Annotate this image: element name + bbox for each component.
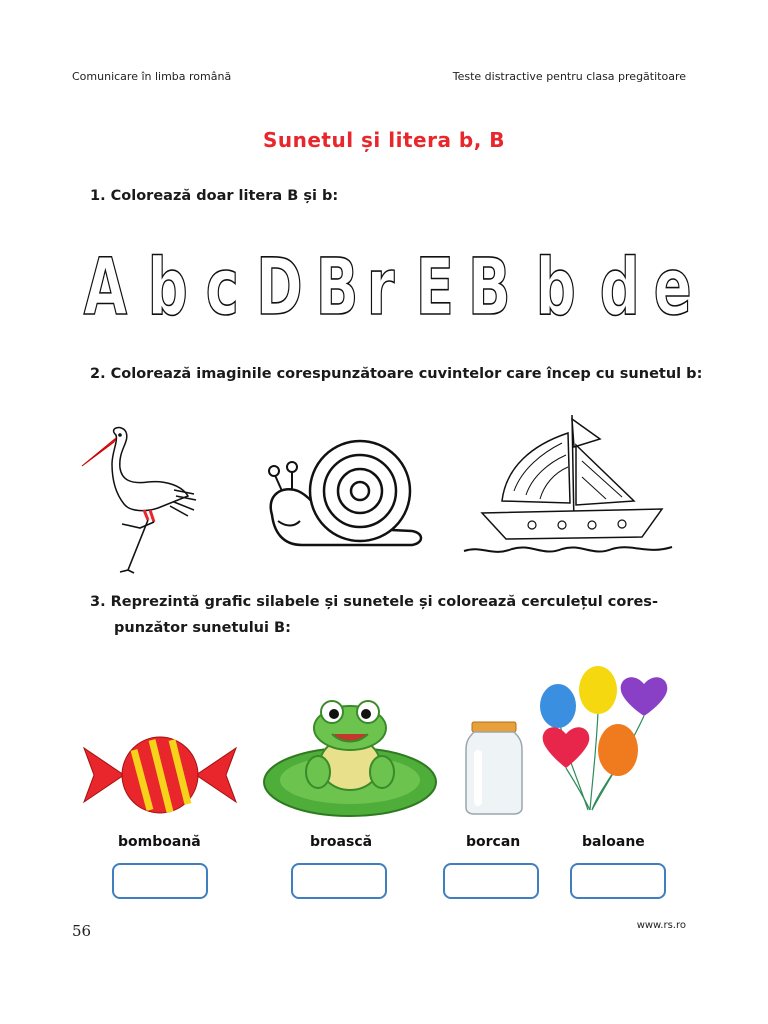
letter-c[interactable]: c	[205, 243, 239, 333]
frog-image	[260, 690, 440, 820]
letter-A[interactable]: A	[83, 243, 128, 333]
balloons-image	[536, 664, 676, 814]
page-number: 56	[72, 922, 92, 940]
word-bomboana: bomboană	[118, 834, 201, 850]
stork-image[interactable]	[78, 420, 198, 575]
answer-box-borcan[interactable]	[443, 863, 539, 899]
jar-image	[462, 720, 526, 816]
letter-b[interactable]: b	[147, 243, 188, 333]
letter-E[interactable]: E	[415, 243, 454, 333]
sailboat-image[interactable]	[462, 405, 677, 570]
task1-instruction: 1. Colorează doar litera B și b:	[90, 188, 339, 204]
page-title: Sunetul și litera b, B	[262, 128, 506, 152]
snail-image[interactable]	[262, 435, 432, 555]
answer-box-bomboana[interactable]	[112, 863, 208, 899]
letter-r[interactable]: r	[366, 243, 395, 333]
letter-d[interactable]: d	[599, 243, 640, 333]
answer-box-broasca[interactable]	[291, 863, 387, 899]
candy-image	[80, 730, 240, 820]
letter-e[interactable]: e	[653, 243, 692, 333]
letter-b[interactable]: b	[535, 243, 576, 333]
task2-instruction: 2. Colorează imaginile corespunzătoare cuvintelor care încep cu sunetul b:	[90, 366, 703, 382]
header-right: Teste distractive pentru clasa pregătitoare	[452, 70, 686, 83]
letter-B[interactable]: B	[315, 243, 359, 333]
header-left: Comunicare în limba română	[72, 70, 232, 83]
task3-instruction-line2: punzător sunetului B:	[114, 620, 291, 636]
answer-box-baloane[interactable]	[570, 863, 666, 899]
word-baloane: baloane	[582, 834, 645, 850]
letter-B[interactable]: B	[467, 243, 511, 333]
letter-D[interactable]: D	[256, 243, 303, 333]
word-borcan: borcan	[466, 834, 521, 850]
footer-url: www.rs.ro	[636, 920, 686, 931]
task3-instruction-line1: 3. Reprezintă grafic silabele și sunetele și colorează cerculețul cores-	[90, 594, 658, 610]
word-broasca: broască	[310, 834, 373, 850]
